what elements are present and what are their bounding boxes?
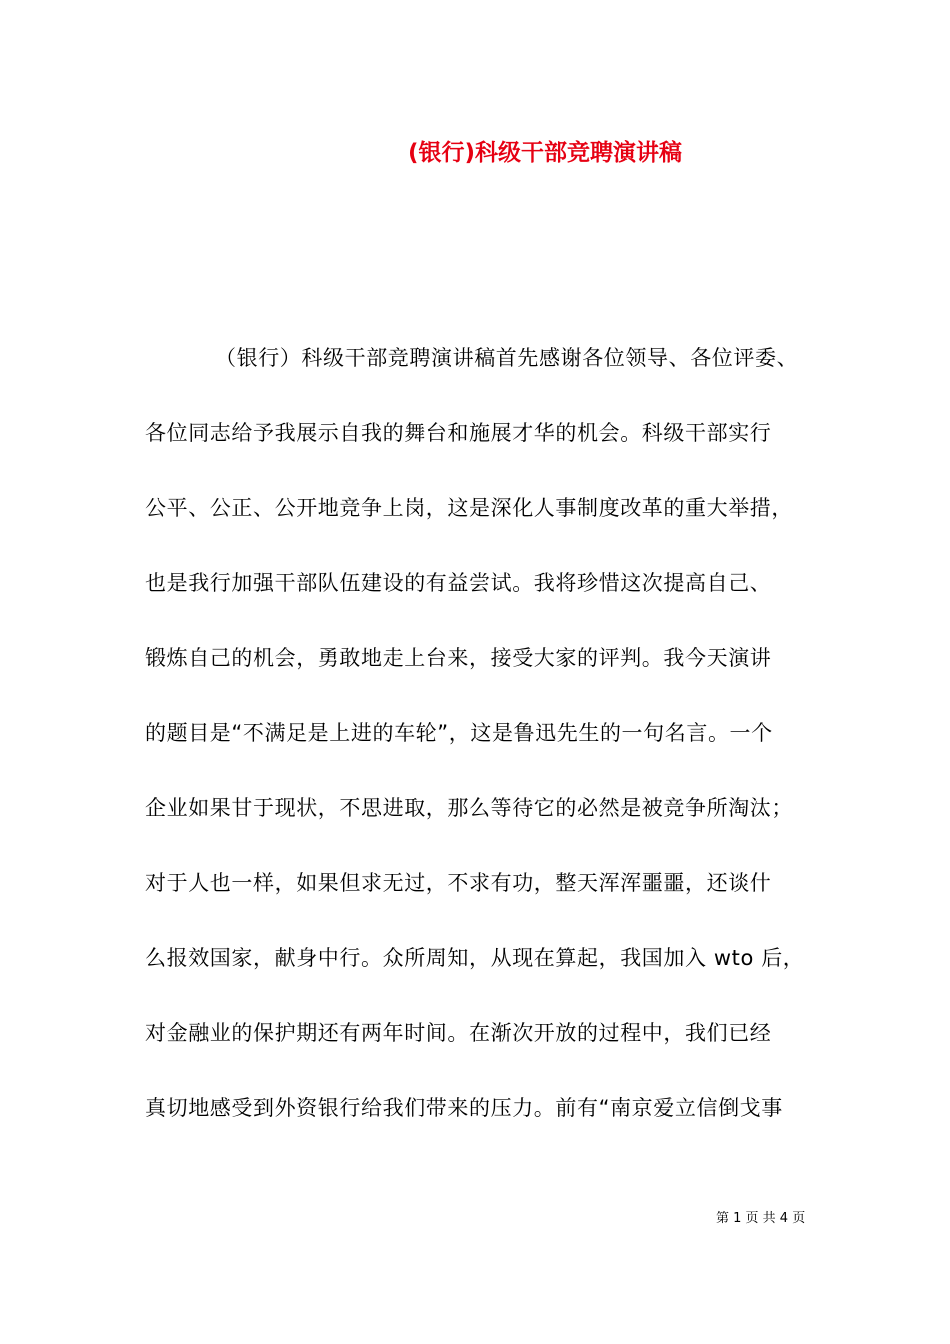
paragraph-line: （银行）科级干部竞聘演讲稿首先感谢各位领导、各位评委、 [215,346,799,370]
paragraph-line: 真切地感受到外资银行给我们带来的压力。前有“南京爱立信倒戈事 [145,1096,783,1120]
paragraph-line: 公平、公正、公开地竞争上岗，这是深化人事制度改革的重大举措， [145,496,793,520]
paragraph-line: 么报效国家，献身中行。众所周知，从现在算起，我国加入 wto 后， [145,946,805,970]
paragraph-line: 对于人也一样，如果但求无过，不求有功，整天浑浑噩噩，还谈什 [145,871,772,895]
document-title: (银行)科级干部竞聘演讲稿 [407,140,683,166]
page-number-footer: 第 1 页 共 4 页 [716,1211,806,1226]
paragraph-line: 的题目是“不满足是上进的车轮”，这是鲁迅先生的一句名言。一个 [145,721,773,745]
paragraph-line: 也是我行加强干部队伍建设的有益尝试。我将珍惜这次提高自己、 [145,571,772,595]
paragraph-line: 对金融业的保护期还有两年时间。在渐次开放的过程中，我们已经 [145,1021,772,1045]
paragraph-line: 各位同志给予我展示自我的舞台和施展才华的机会。科级干部实行 [145,421,772,445]
paragraph-line: 锻炼自己的机会，勇敢地走上台来，接受大家的评判。我今天演讲 [145,646,772,670]
paragraph-line: 企业如果甘于现状，不思进取，那么等待它的必然是被竞争所淘汰； [145,796,793,820]
document-body [145,330,835,1155]
